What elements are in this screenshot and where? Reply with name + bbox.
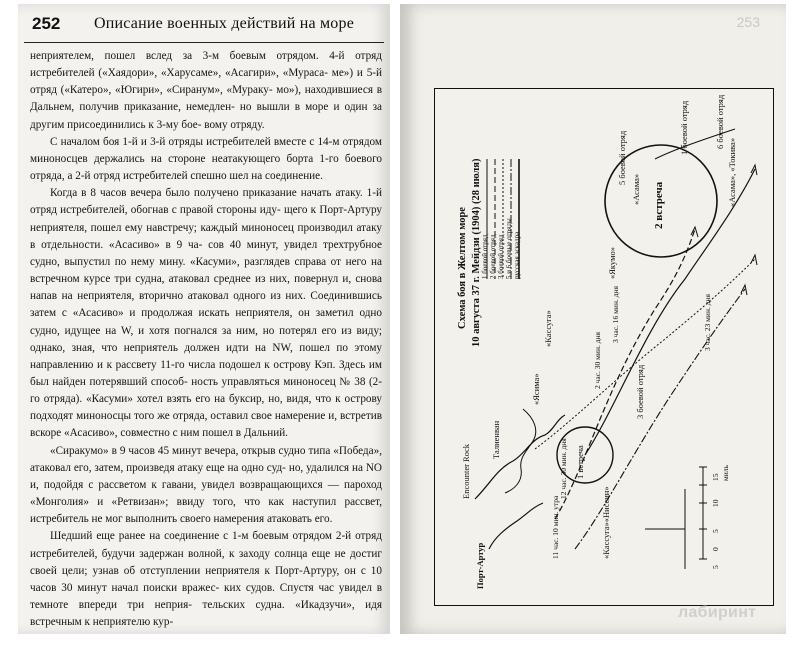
paragraph: «Сиракумо» в 9 часов 45 минут вечера, открыв судно типа «Победа», атаковал его, затем, произведя атаку еще на одно суд- но, удалился на NO и, подойдя с рассветом к гавани, увидел возвращающихся — пароход «Монголия» и «Ретвизан»; ввиду того, что как наступил рассвет, истребитель не мог выполнить своего намерения атаковать его. bbox=[30, 444, 382, 526]
paragraph: Когда в 8 часов вечера было получено приказание начать атаку. 1-й отряд истребителей, обогнав с правой стороны иду- щего к Порт-Артуру неприятеля, пошел ему навстречу; каждый миноносец производил атаку в отдельности. «Асасиво» в 9 ча- сов 40 минут, увидел трехтрубное судно, выпустил по нему мину. «Касуми», разглядев справа от него на встречном курсе три судна, атаковал среднее из них, повернул и, снова напав на неприятеля, вторично атаковал одного из них. Соединившись затем с «Асасиво» и продолжая искать неприятеля, он заметил одно судно, идущее на W, и хотя погнался за ним, но потерял его из виду; однако, зная, что неприятель должен идти на NW, пошел по этому направлению и к рассвету 11-го числа подошел к острову Кэп. Здесь им был найден потерявший способ- ность управляться миноносец № 38 (2-го отряда). «Касуми» хотел взять его на буксир, но, видя, что к острову подходят миноносцы того же отряда, оставил свое намерение и, встретив вскоре «Асасиво», совместно с ним пошел в Дальний. bbox=[30, 187, 382, 440]
right-page-number: 253 bbox=[736, 14, 760, 30]
legend-item: 2 боевой отряд bbox=[489, 234, 497, 279]
page-header bbox=[24, 12, 384, 43]
left-page bbox=[18, 4, 390, 634]
watermark: лабиринт bbox=[678, 604, 757, 621]
label-talienvan: Талиенван bbox=[491, 420, 501, 459]
paragraph: Шедший еще ранее на соединение с 1-м боевым отрядом 2-й отряд истребителей, будучи задержан волной, к заходу солнца еще не достиг своей цели; узнав об отступлении неприятеля к Порт-Артуру, он с 10 часов 30 минут начал поиски вражес- ких судов. Спустя час увидел в темноте впереди три неприя- тельских судна. «Икадзучи», идя встречным к неприятелю кур- bbox=[30, 530, 382, 629]
scale-tick: 15 bbox=[711, 473, 720, 481]
paragraph: неприятелем, пошел вслед за 3-м боевым отрядом. 4-й отряд истребителей («Хаядори», «Харусаме», «Асагири», «Мураса- ме») и 5-й отряд («Катеро», «Югири», «Сиранум», «Мураку- мо»), находившиеся в Дальнем, получив приказание, немедлен- но вышли в море и один за другим присоединились к 3-му бое- вому отряду. bbox=[30, 50, 382, 131]
legend-item: 1 боевой отряд bbox=[481, 234, 489, 279]
scale-tick: 5 bbox=[711, 565, 720, 569]
label-boevoy-6: 6 боевой отряд bbox=[715, 94, 725, 149]
running-title: Описание военных действий на море bbox=[94, 15, 354, 32]
coastline-peninsula bbox=[505, 409, 536, 493]
label-yakumo: «Якумо» bbox=[607, 247, 617, 279]
label-kasuga-nissin: «Кассуга»«Ниссин» bbox=[601, 486, 611, 559]
label-yasima: «Ясима» bbox=[531, 373, 541, 405]
label-time: 12 час. 30 мин. дня bbox=[559, 438, 568, 499]
scale-tick: 5 bbox=[711, 529, 720, 533]
right-page-header bbox=[440, 12, 770, 34]
scale-bar bbox=[699, 467, 707, 559]
battle-map bbox=[434, 88, 774, 606]
label-time: 2 час. 30 мин. дня bbox=[593, 332, 602, 389]
page-number: 252 bbox=[32, 14, 61, 33]
scale-tick: 0 bbox=[711, 547, 720, 551]
right-page bbox=[400, 4, 786, 634]
track-cruisers bbox=[535, 259, 755, 449]
legend-item: 5 и 6 боевые отряды bbox=[505, 218, 513, 279]
label-encounter-rock: Encounter Rock bbox=[461, 444, 471, 499]
body-text bbox=[30, 48, 382, 631]
label-boevoy-5: 5 боевой отряд bbox=[617, 130, 627, 185]
map-subtitle: 10 августа 37 г. Мейдзи (1904) (28 июля) bbox=[471, 158, 482, 347]
label-second-meeting: 2 встреча bbox=[653, 181, 665, 229]
map-title: Схема боя в Желтом море bbox=[457, 207, 468, 329]
scale-unit: миль bbox=[721, 465, 730, 481]
label-time: 3 час. 23 мин. дня bbox=[703, 294, 712, 351]
paragraph: С началом боя 1-й и 3-й отряды истребителей вместе с 14-м отрядом миноносцев держались на стороне неатакующего борта 1-го боевого отряда, а 2-й отряд истребителей спешно шел на соединение. bbox=[30, 135, 382, 183]
label-asama: «Асама» bbox=[631, 173, 641, 205]
label-boevoy-3: 3 боевой отряд bbox=[635, 364, 645, 419]
label-kasuga: «Кассуга» bbox=[543, 310, 553, 347]
label-boevoy-1: 1 боевой отряд bbox=[679, 100, 689, 155]
legend-item: русская эскадра bbox=[513, 231, 521, 279]
label-asama-tokiwa: «Асама», «Токива» bbox=[727, 137, 737, 207]
label-port-arthur: Порт-Артур bbox=[475, 542, 485, 589]
label-time: 3 час. 16 мин. дня bbox=[611, 286, 620, 343]
legend-item: 3 боевой отряд bbox=[497, 234, 505, 279]
label-first-meeting: 1 встреча bbox=[575, 445, 585, 479]
label-time: 11 час. 10 мин. утра bbox=[551, 495, 560, 559]
scale-tick: 10 bbox=[711, 499, 720, 507]
